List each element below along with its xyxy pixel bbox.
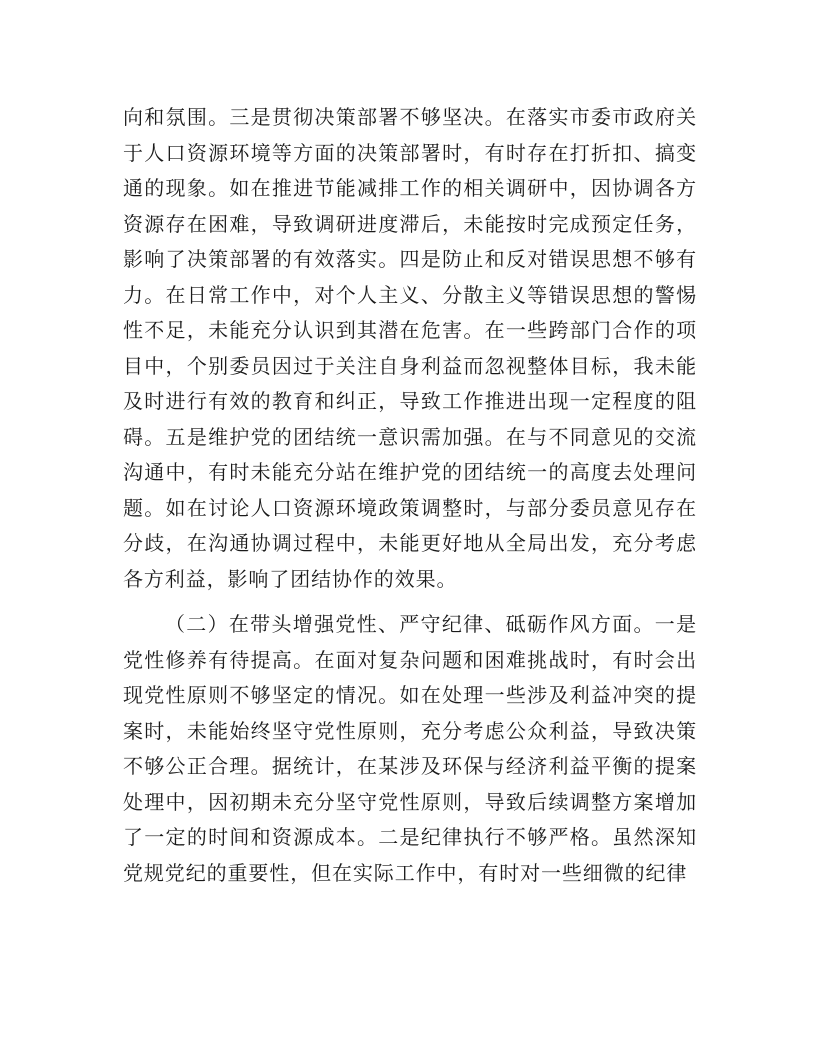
paragraph-section-two: （二）在带头增强党性、严守纪律、砥砺作风方面。一是党性修养有待提高。在面对复杂问题和困难挑战时，有时会出现党性原则不够坚定的情况。如在处理一些涉及利益冲突的提案时，未能始终坚守党性原则，充分考虑公众利益，导致决策不够公正合理。据统计，在某涉及环保与经济利益平衡的提案处理中，因初期未充分坚守党性原则，导致后续调整方案增加了一定的时间和资源成本。二是纪律执行不够严格。虽然深知党规党纪的重要性，但在实际工作中，有时对一些细微的纪律: [123, 612, 697, 885]
document-body: [123, 100, 697, 891]
paragraph-continued: 向和氛围。三是贯彻决策部署不够坚决。在落实市委市政府关于人口资源环境等方面的决策部署时，有时存在打折扣、搞变通的现象。如在推进节能减排工作的相关调研中，因协调各方资源存在困难，导致调研进度滞后，未能按时完成预定任务，影响了决策部署的有效落实。四是防止和反对错误思想不够有力。在日常工作中，对个人主义、分散主义等错误思想的警惕性不足，未能充分认识到其潜在危害。在一些跨部门合作的项目中，个别委员因过于关注自身利益而忽视整体目标，我未能及时进行有效的教育和纠正，导致工作推进出现一定程度的阻碍。五是维护党的团结统一意识需加强。在与不同意见的交流沟通中，有时未能充分站在维护党的团结统一的高度去处理问题。如在讨论人口资源环境政策调整时，与部分委员意见存在分歧，在沟通协调过程中，未能更好地从全局出发，充分考虑各方利益，影响了团结协作的效果。: [123, 105, 697, 591]
